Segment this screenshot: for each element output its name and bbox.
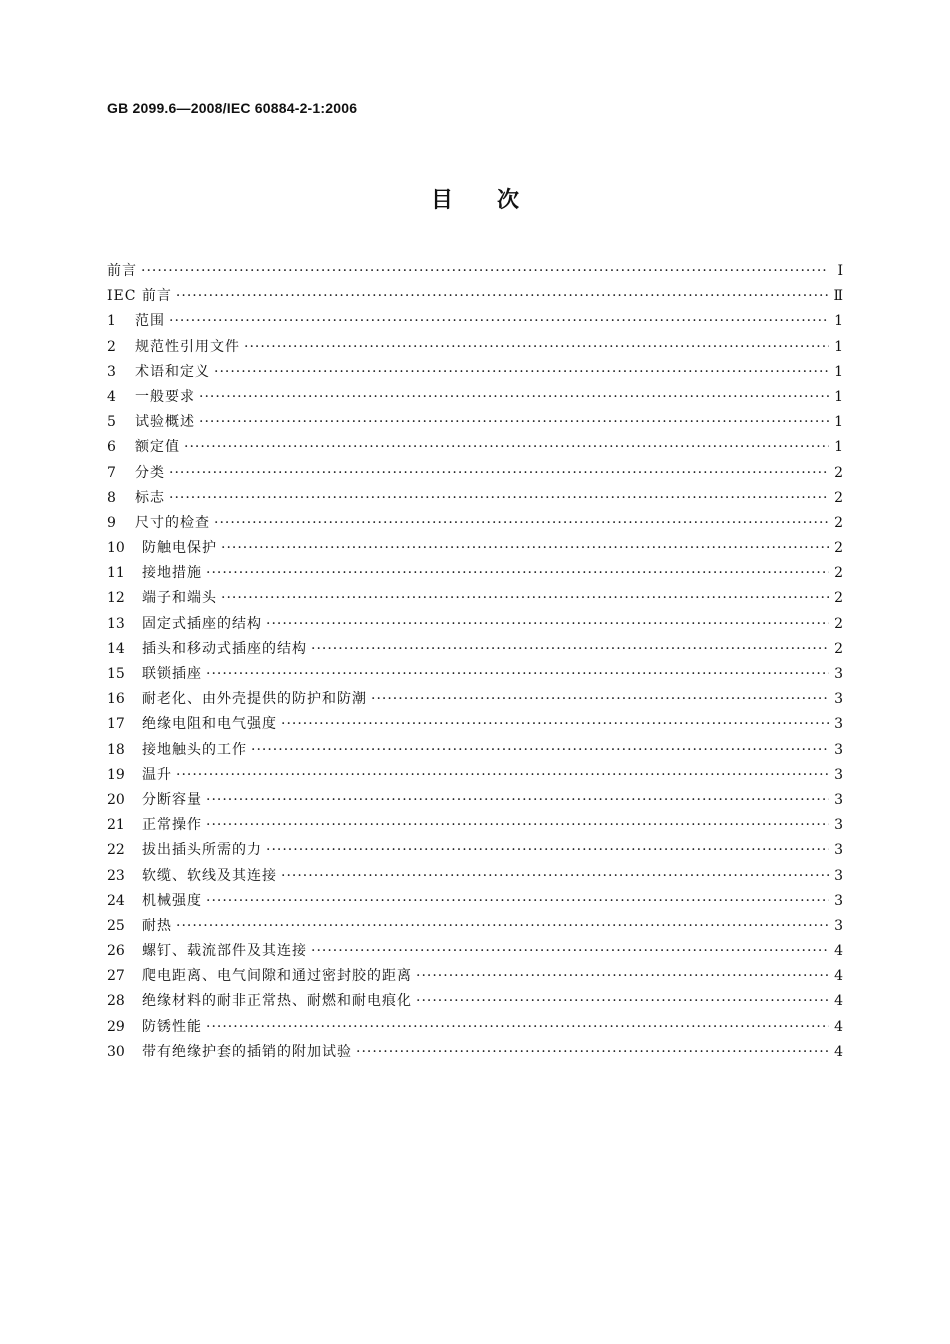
- toc-entry[interactable]: [107, 486, 843, 511]
- toc-entry[interactable]: [107, 284, 843, 309]
- toc-entry[interactable]: [107, 914, 843, 939]
- toc-entry-page: 1: [834, 313, 843, 330]
- toc-entry-label: 耐老化、由外壳提供的防护和防潮: [142, 691, 367, 708]
- toc-entry-number: 30: [107, 1043, 125, 1060]
- toc-leader-dots: [176, 284, 829, 309]
- toc-leader-dots: [199, 410, 829, 435]
- toc-entry-label: 固定式插座的结构: [142, 615, 262, 632]
- toc-entry-label: 插头和移动式插座的结构: [142, 640, 307, 657]
- toc-entry-number: 12: [107, 590, 125, 607]
- toc-leader-dots: [214, 360, 829, 385]
- toc-entry-label: 耐热: [142, 917, 172, 934]
- toc-entry[interactable]: [107, 788, 843, 813]
- toc-entry-label: 防触电保护: [142, 540, 217, 557]
- toc-entry-page: 2: [834, 590, 843, 607]
- toc-entry-number: 3: [107, 363, 116, 380]
- toc-entry-page: 3: [834, 741, 843, 758]
- toc-entry-label: 防锈性能: [142, 1018, 202, 1035]
- toc-entry-label: 额定值: [135, 439, 180, 456]
- toc-entry-label: 一般要求: [135, 388, 195, 405]
- toc-entry[interactable]: [107, 1015, 843, 1040]
- toc-entry-label: 分类: [135, 464, 165, 481]
- toc-leader-dots: [311, 939, 829, 964]
- toc-entry-label: 分断容量: [142, 791, 202, 808]
- toc-entry-page: 1: [834, 363, 843, 380]
- toc-entry-label: 拔出插头所需的力: [142, 842, 262, 859]
- toc-entry-label: 接地措施: [142, 565, 202, 582]
- toc-entry-label: 带有绝缘护套的插销的附加试验: [142, 1043, 352, 1060]
- toc-leader-dots: [371, 687, 829, 712]
- toc-entry-number: 16: [107, 691, 125, 708]
- toc-entry-page: 1: [834, 414, 843, 431]
- toc-entry-number: 10: [107, 540, 125, 557]
- toc-leader-dots: [141, 259, 829, 284]
- toc-leader-dots: [356, 1040, 829, 1065]
- toc-leader-dots: [221, 536, 829, 561]
- toc-entry-page: 2: [834, 464, 843, 481]
- toc-entry[interactable]: [107, 738, 843, 763]
- toc-leader-dots: [206, 889, 829, 914]
- toc-entry-label: 术语和定义: [135, 363, 210, 380]
- toc-entry[interactable]: [107, 989, 843, 1014]
- toc-entry-page: 3: [834, 867, 843, 884]
- toc-entry-number: 22: [107, 842, 125, 859]
- toc-entry-page: 2: [834, 615, 843, 632]
- toc-entry-page: 3: [834, 691, 843, 708]
- toc-entry[interactable]: [107, 889, 843, 914]
- toc-leader-dots: [266, 612, 829, 637]
- toc-entry-label: 正常操作: [142, 817, 202, 834]
- toc-entry[interactable]: [107, 511, 843, 536]
- toc-entry-label: 端子和端头: [142, 590, 217, 607]
- toc-entry-number: 15: [107, 666, 125, 682]
- toc-entry-number: 18: [107, 741, 125, 758]
- toc-entry-page: 3: [834, 766, 843, 783]
- toc-entry[interactable]: [107, 939, 843, 964]
- toc-leader-dots: [311, 637, 829, 662]
- toc-entry-number: 1: [107, 313, 116, 330]
- toc-entry-number: 24: [107, 892, 125, 909]
- toc-entry-label: 试验概述: [135, 414, 195, 431]
- toc-entry-number: 2: [107, 338, 116, 355]
- toc-entry[interactable]: [107, 763, 843, 788]
- toc-entry[interactable]: [107, 561, 843, 586]
- toc-leader-dots: [176, 763, 829, 788]
- toc-entry[interactable]: [107, 309, 843, 334]
- toc-leader-dots: [214, 511, 829, 536]
- toc-leader-dots: [206, 813, 829, 838]
- toc-entry-number: 9: [107, 514, 116, 531]
- toc-entry[interactable]: [107, 687, 843, 712]
- toc-entry-number: 14: [107, 640, 125, 657]
- toc-entry-label: 接地触头的工作: [142, 741, 247, 758]
- toc-entry[interactable]: [107, 586, 843, 611]
- toc-entry-label: 标志: [135, 489, 165, 506]
- toc-leader-dots: [169, 309, 829, 334]
- toc-entry-page: Ⅰ: [837, 263, 843, 279]
- toc-entry[interactable]: [107, 813, 843, 838]
- toc-leader-dots: [251, 738, 829, 763]
- toc-entry-number: 21: [107, 817, 125, 834]
- toc-entry-number: 26: [107, 943, 125, 960]
- toc-entry[interactable]: [107, 612, 843, 637]
- toc-entry-page: 4: [834, 943, 843, 960]
- toc-entry-number: 5: [107, 414, 116, 431]
- toc-entry-number: 17: [107, 716, 125, 733]
- toc-entry-page: 4: [834, 968, 843, 985]
- toc-entry-page: 3: [834, 817, 843, 834]
- toc-entry-page: 3: [834, 892, 843, 909]
- toc-entry[interactable]: [107, 385, 843, 410]
- toc-entry-label: 范围: [135, 313, 165, 330]
- toc-leader-dots: [221, 586, 829, 611]
- toc-entry[interactable]: [107, 964, 843, 989]
- toc-entry-number: 13: [107, 615, 125, 632]
- toc-entry-page: 3: [834, 842, 843, 859]
- toc-entry-number: 27: [107, 968, 125, 985]
- toc-entry-page: 2: [834, 565, 843, 582]
- toc-entry[interactable]: [107, 712, 843, 737]
- toc-entry-page: Ⅱ: [833, 288, 843, 305]
- toc-entry-label: 温升: [142, 766, 172, 783]
- toc-leader-dots: [244, 335, 829, 360]
- standard-code: GB 2099.6—2008/IEC 60884-2-1:2006: [107, 100, 358, 116]
- toc-entry-page: 2: [834, 540, 843, 557]
- toc-entry[interactable]: [107, 536, 843, 561]
- toc-entry-page: 2: [834, 489, 843, 506]
- toc-entry-number: 4: [107, 388, 116, 405]
- toc-entry-label: 前言: [107, 263, 137, 279]
- toc-entry[interactable]: [107, 360, 843, 385]
- toc-entry-number: 19: [107, 766, 125, 783]
- toc-entry[interactable]: [107, 259, 843, 284]
- toc-entry-label: IEC 前言: [107, 288, 172, 305]
- toc-entry[interactable]: [107, 435, 843, 460]
- toc-leader-dots: [281, 864, 829, 889]
- toc-entry-number: 20: [107, 791, 125, 808]
- toc-entry-number: 29: [107, 1018, 125, 1035]
- toc-entry-label: 绝缘材料的耐非正常热、耐燃和耐电痕化: [142, 993, 412, 1010]
- toc-entry-number: 28: [107, 993, 125, 1010]
- toc-leader-dots: [266, 838, 829, 863]
- toc-entry-page: 3: [834, 917, 843, 934]
- toc-leader-dots: [184, 435, 829, 460]
- toc-entry[interactable]: [107, 838, 843, 863]
- toc-entry-page: 4: [834, 1018, 843, 1035]
- toc-entry[interactable]: [107, 335, 843, 360]
- toc-entry-number: 6: [107, 439, 116, 456]
- toc-leader-dots: [416, 964, 829, 989]
- toc-entry-page: 2: [834, 514, 843, 531]
- toc-leader-dots: [169, 461, 829, 486]
- toc-leader-dots: [206, 1015, 829, 1040]
- toc-entry-label: 联锁插座: [142, 666, 202, 682]
- toc-entry-page: 1: [834, 439, 843, 456]
- toc-leader-dots: [206, 788, 829, 813]
- page-title: 目次: [430, 188, 563, 213]
- toc-entry-number: 11: [107, 565, 125, 582]
- toc-entry-page: 3: [834, 666, 843, 682]
- toc-entry[interactable]: [107, 864, 843, 889]
- toc-entry-page: 2: [834, 640, 843, 657]
- toc-entry-number: 25: [107, 917, 125, 934]
- toc-entry-page: 3: [834, 716, 843, 733]
- toc-entry-page: 1: [834, 388, 843, 405]
- toc-leader-dots: [199, 385, 829, 410]
- toc-entry-label: 螺钉、载流部件及其连接: [142, 943, 307, 960]
- toc-entry-label: 机械强度: [142, 892, 202, 909]
- table-of-contents: [107, 259, 843, 1065]
- toc-leader-dots: [206, 662, 829, 687]
- toc-entry-label: 尺寸的检查: [135, 514, 210, 531]
- toc-entry[interactable]: [107, 410, 843, 435]
- toc-entry[interactable]: [107, 637, 843, 662]
- toc-entry-number: 8: [107, 489, 116, 506]
- toc-entry-number: 23: [107, 867, 125, 884]
- toc-entry-number: 7: [107, 464, 116, 481]
- toc-leader-dots: [169, 486, 829, 511]
- toc-entry-label: 绝缘电阻和电气强度: [142, 716, 277, 733]
- toc-entry-page: 4: [834, 993, 843, 1010]
- toc-entry-page: 3: [834, 791, 843, 808]
- toc-entry-label: 规范性引用文件: [135, 338, 240, 355]
- toc-entry-label: 爬电距离、电气间隙和通过密封胶的距离: [142, 968, 412, 985]
- toc-entry-page: 4: [834, 1043, 843, 1060]
- toc-leader-dots: [281, 712, 829, 737]
- toc-entry[interactable]: [107, 662, 843, 687]
- toc-leader-dots: [176, 914, 829, 939]
- toc-leader-dots: [416, 989, 829, 1014]
- toc-entry-label: 软缆、软线及其连接: [142, 867, 277, 884]
- toc-entry[interactable]: [107, 1040, 843, 1065]
- toc-leader-dots: [206, 561, 829, 586]
- toc-entry-page: 1: [834, 338, 843, 355]
- toc-entry[interactable]: [107, 461, 843, 486]
